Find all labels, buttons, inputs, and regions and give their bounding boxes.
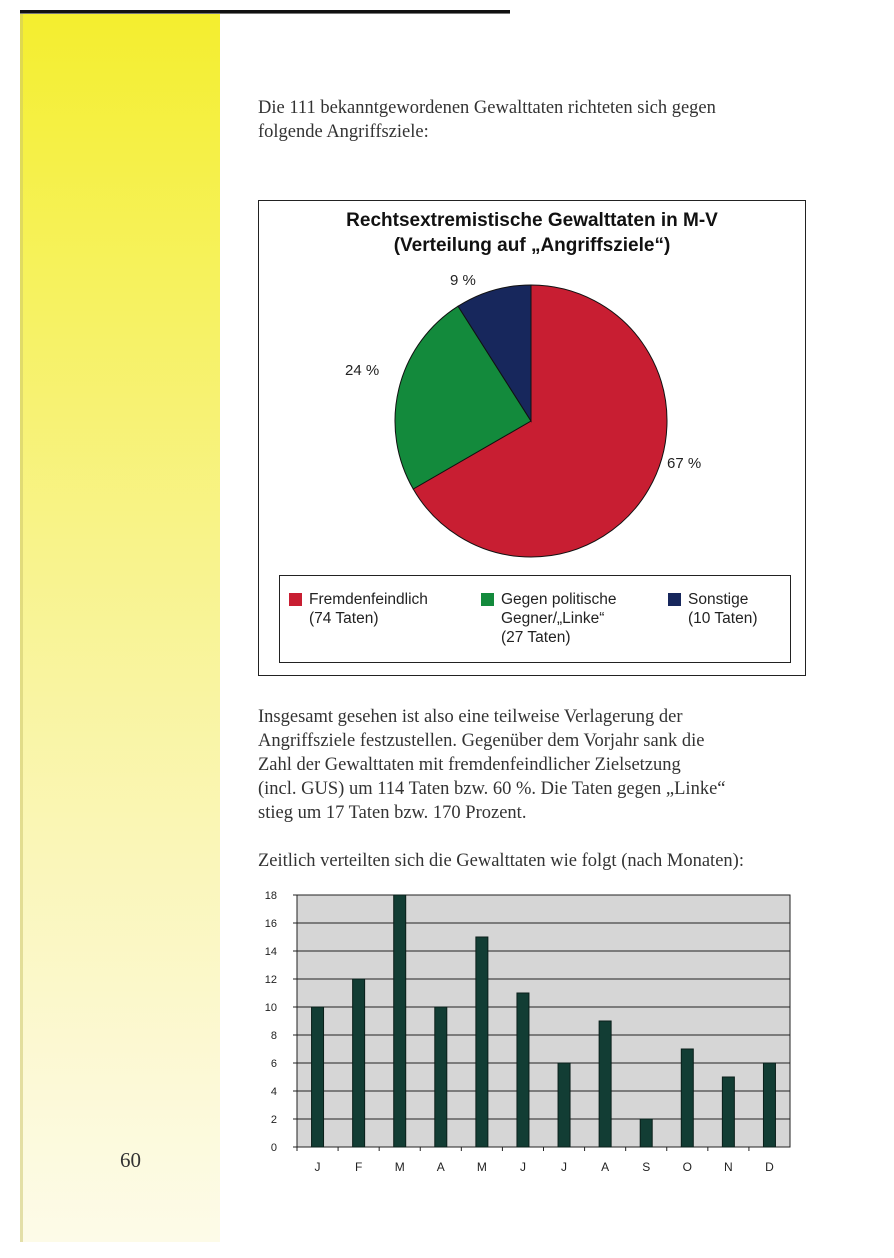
bar <box>599 1021 611 1147</box>
plot-area <box>297 895 790 1147</box>
y-tick-label: 0 <box>270 1142 277 1154</box>
paragraph-line: Insgesamt gesehen ist also eine teilweise Verlagerung der <box>258 707 683 727</box>
x-tick-label: S <box>642 1160 651 1174</box>
intro-line: Die 111 bekanntgewordenen Gewalttaten richteten sich gegen <box>258 98 716 118</box>
legend-label-line: (27 Taten) <box>501 629 571 646</box>
x-tick-label: M <box>476 1160 487 1174</box>
y-tick-label: 10 <box>264 1002 277 1014</box>
legend-swatch <box>668 593 681 606</box>
y-tick-label: 14 <box>264 946 277 958</box>
legend-label-line: (74 Taten) <box>309 610 379 627</box>
bar <box>558 1063 570 1147</box>
bar <box>681 1049 693 1147</box>
page-number: 60 <box>120 1148 141 1172</box>
legend-swatch <box>481 593 494 606</box>
intro-line: folgende Angriffsziele: <box>258 122 429 142</box>
y-tick-label: 16 <box>264 918 277 930</box>
analysis-paragraph <box>258 705 808 825</box>
bar <box>312 1007 324 1147</box>
bar <box>476 937 488 1147</box>
legend-label-line: Fremdenfeindlich <box>309 591 428 608</box>
bar <box>722 1077 734 1147</box>
x-tick-label: O <box>682 1160 692 1174</box>
x-tick-label: J <box>314 1160 321 1174</box>
x-tick-label: N <box>724 1160 733 1174</box>
pie-percent-label: 24 % <box>345 362 380 379</box>
y-tick-label: 8 <box>270 1030 277 1042</box>
legend-label <box>501 590 616 647</box>
y-tick-label: 4 <box>270 1086 277 1098</box>
bar <box>435 1007 447 1147</box>
monthly-bar-chart <box>250 885 800 1185</box>
yellow-margin-band <box>20 14 220 1242</box>
pie-legend <box>279 575 791 663</box>
intro-paragraph <box>258 96 808 144</box>
bar <box>763 1063 775 1147</box>
bar <box>394 895 406 1147</box>
bar <box>517 993 529 1147</box>
y-tick-label: 6 <box>270 1058 277 1070</box>
pie-percent-label: 9 % <box>450 272 476 289</box>
legend-label <box>688 590 758 628</box>
monthly-intro: Zeitlich verteilten sich die Gewalttaten wie folgt (nach Monaten): <box>258 851 744 871</box>
x-tick-label: F <box>354 1160 363 1174</box>
x-tick-label: A <box>436 1160 445 1174</box>
x-tick-label: M <box>394 1160 405 1174</box>
legend-label-line: Gegen politische <box>501 591 617 608</box>
pie-chart-subtitle: (Verteilung auf „Angriffsziele“) <box>393 235 671 256</box>
pie-chart-title: Rechtsextremistische Gewalttaten in M-V <box>346 210 718 231</box>
paragraph-line: (incl. GUS) um 114 Taten bzw. 60 %. Die Taten gegen „Linke“ <box>258 779 726 799</box>
x-tick-label: D <box>765 1160 774 1174</box>
pie-chart-figure <box>258 200 806 676</box>
pie-percent-label: 67 % <box>667 455 702 472</box>
x-tick-label: J <box>519 1160 526 1174</box>
legend-label-line: (10 Taten) <box>688 610 758 627</box>
pie-chart <box>259 201 805 571</box>
y-tick-label: 2 <box>270 1114 277 1126</box>
x-tick-label: J <box>561 1160 568 1174</box>
bar <box>353 979 365 1147</box>
legend-label-line: Sonstige <box>688 591 749 608</box>
legend-label <box>309 590 428 628</box>
x-tick-label: A <box>601 1160 610 1174</box>
legend-swatch <box>289 593 302 606</box>
paragraph-line: stieg um 17 Taten bzw. 170 Prozent. <box>258 803 527 823</box>
margin-band-edge <box>20 14 23 1242</box>
y-tick-label: 18 <box>264 890 277 902</box>
legend-label-line: Gegner/„Linke“ <box>501 610 605 627</box>
paragraph-line: Zahl der Gewalttaten mit fremdenfeindlicher Zielsetzung <box>258 755 681 775</box>
bar <box>640 1119 652 1147</box>
y-tick-label: 12 <box>264 974 277 986</box>
paragraph-line: Angriffsziele festzustellen. Gegenüber dem Vorjahr sank die <box>258 731 705 751</box>
